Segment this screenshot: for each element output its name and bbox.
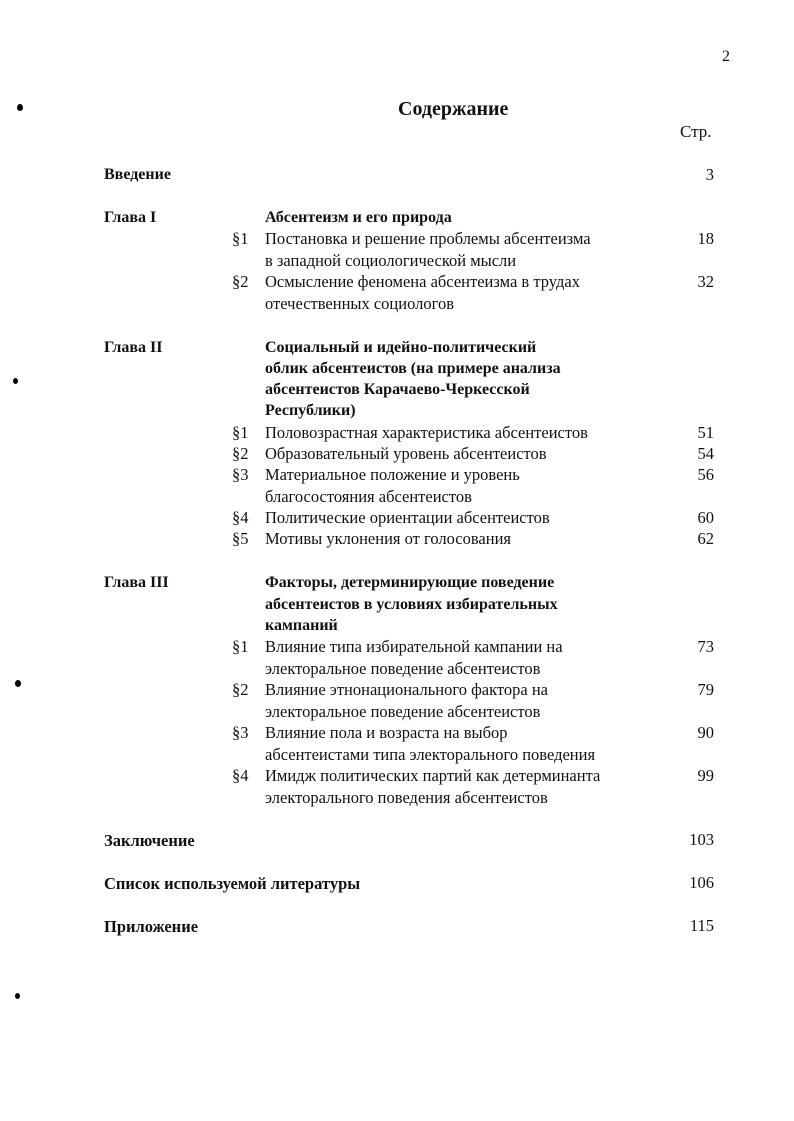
toc-section-number: §1 — [232, 423, 249, 442]
toc-conclusion-page: 103 — [689, 830, 714, 849]
binder-mark — [17, 104, 23, 111]
toc-section-title: благосостояния абсентеистов — [265, 487, 472, 506]
toc-section-number: §3 — [232, 465, 249, 484]
toc-section-page: 99 — [697, 766, 714, 785]
toc-conclusion-label: Заключение — [104, 831, 195, 850]
toc-chapter3-title: кампаний — [265, 617, 338, 634]
toc-bibliography-label: Список используемой литературы — [104, 874, 361, 893]
binder-mark — [15, 993, 20, 999]
toc-section-number: §5 — [232, 529, 249, 548]
toc-appendix-label: Приложение — [104, 917, 199, 936]
toc-section-title: Влияние типа избирательной кампании на — [265, 637, 563, 656]
page-number: 2 — [722, 48, 730, 65]
toc-section-number: §4 — [232, 508, 249, 527]
toc-section-page: 18 — [697, 229, 714, 248]
toc-section-page: 60 — [697, 508, 714, 527]
toc-intro-label: Введение — [104, 166, 171, 183]
toc-section-title: электоральное поведение абсентеистов — [265, 659, 541, 678]
toc-section-page: 90 — [697, 723, 714, 742]
toc-section-page: 54 — [697, 444, 714, 463]
toc-section-page: 32 — [697, 272, 714, 291]
toc-section-title: Постановка и решение проблемы абсентеизма — [265, 229, 591, 248]
binder-mark — [15, 680, 21, 687]
toc-section-number: §1 — [232, 229, 249, 248]
toc-intro-page: 3 — [705, 165, 714, 184]
toc-section-title: абсентеистами типа электорального поведения — [265, 745, 596, 764]
toc-section-title: отечественных социологов — [265, 294, 455, 313]
page-column-header: Стр. — [680, 122, 712, 141]
toc-section-title: в западной социологической мысли — [265, 251, 517, 270]
toc-chapter2-label: Глава II — [104, 339, 163, 356]
toc-section-page: 56 — [697, 465, 714, 484]
page-title: Содержание — [398, 98, 509, 120]
toc-section-page: 79 — [697, 680, 714, 699]
toc-section-title: Половозрастная характеристика абсентеистов — [265, 423, 588, 442]
toc-chapter3-label: Глава III — [104, 574, 169, 591]
toc-section-title: Влияние этнонационального фактора на — [265, 680, 548, 699]
toc-section-title: Осмысление феномена абсентеизма в трудах — [265, 272, 580, 291]
toc-chapter3-title: Факторы, детерминирующие поведение — [265, 574, 555, 591]
toc-section-number: §1 — [232, 637, 249, 656]
toc-section-page: 51 — [697, 423, 714, 442]
toc-section-page: 73 — [697, 637, 714, 656]
toc-section-title: Политические ориентации абсентеистов — [265, 508, 550, 527]
toc-section-number: §4 — [232, 766, 249, 785]
toc-section-number: §3 — [232, 723, 249, 742]
toc-chapter2-title: Республики) — [265, 402, 356, 419]
binder-mark — [13, 378, 18, 384]
toc-chapter2-title: абсентеистов Карачаево-Черкесской — [265, 381, 530, 398]
toc-section-title: Мотивы уклонения от голосования — [265, 529, 511, 548]
toc-section-number: §2 — [232, 444, 249, 463]
toc-section-title: Материальное положение и уровень — [265, 465, 520, 484]
toc-section-number: §2 — [232, 272, 249, 291]
toc-chapter3-title: абсентеистов в условиях избирательных — [265, 596, 558, 613]
toc-chapter1-title: Абсентеизм и его природа — [265, 209, 452, 226]
toc-appendix-page: 115 — [689, 916, 714, 935]
toc-section-title: Влияние пола и возраста на выбор — [265, 723, 508, 742]
toc-section-title: Образовательный уровень абсентеистов — [265, 444, 547, 463]
toc-chapter1-label: Глава I — [104, 209, 157, 226]
toc-chapter2-title: Социальный и идейно-политический — [265, 339, 537, 356]
toc-chapter2-title: облик абсентеистов (на примере анализа — [265, 360, 561, 377]
toc-section-title: Имидж политических партий как детерминанта — [265, 766, 601, 785]
toc-section-number: §2 — [232, 680, 249, 699]
toc-section-page: 62 — [697, 529, 714, 548]
toc-bibliography-page: 106 — [689, 873, 714, 892]
toc-section-title: электоральное поведение абсентеистов — [265, 702, 541, 721]
toc-section-title: электорального поведения абсентеистов — [265, 788, 548, 807]
